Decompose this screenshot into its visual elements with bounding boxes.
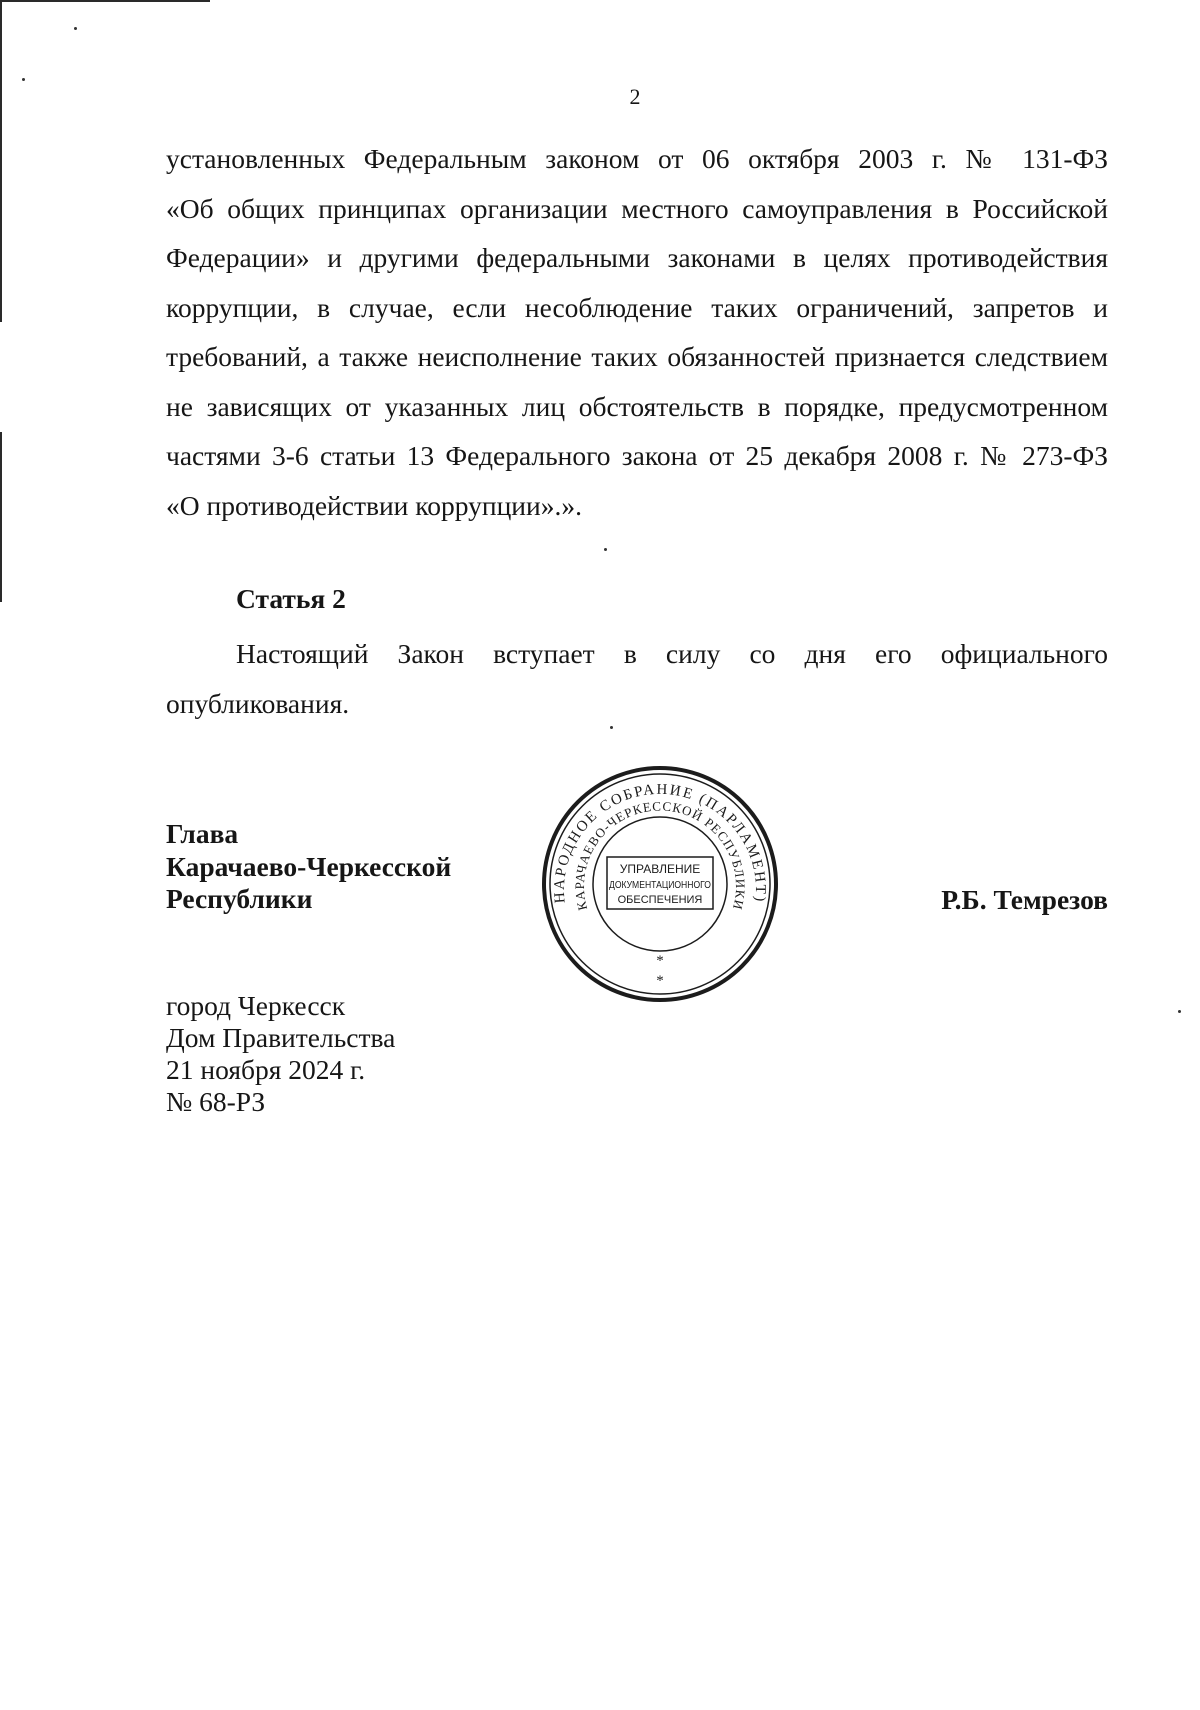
body-line: требований, а также неисполнение таких обязанностей признается следствием	[166, 341, 1108, 372]
official-seal	[541, 765, 779, 1003]
body-line: Федерации» и другими федеральными законами в целях противодействия	[166, 242, 1108, 273]
page-number: 2	[629, 84, 641, 109]
seal-outer-text: НАРОДНОЕ СОБРАНИЕ (ПАРЛАМЕНТ)	[551, 781, 769, 905]
signatory-title-line: Карачаево-Черкесской	[166, 850, 452, 882]
signatory-name: Р.Б. Темрезов	[941, 884, 1108, 915]
seal-star: *	[656, 973, 664, 989]
article-line: опубликования.	[166, 687, 350, 719]
body-line: «О противодействии коррупции».».	[166, 489, 582, 521]
seal-center-line: ОБЕСПЕЧЕНИЯ	[617, 894, 703, 906]
signatory-title-line: Глава	[166, 818, 239, 849]
scan-speck	[604, 548, 607, 551]
scan-speck	[22, 78, 25, 81]
seal-center-line: УПРАВЛЕНИЕ	[619, 862, 701, 876]
signatory-title	[166, 818, 451, 916]
article-text	[166, 629, 1108, 728]
law-number-line: № 68-РЗ	[166, 1086, 266, 1117]
body-line: частями 3-6 статьи 13 Федерального закона от 25 декабря 2008 г. № 273-ФЗ	[166, 440, 1108, 471]
article-heading: Статья 2	[236, 583, 346, 614]
body-line: коррупции, в случае, если несоблюдение таких ограничений, запретов и	[166, 291, 1108, 323]
scan-edge-left-lower	[0, 432, 2, 602]
body-line: «Об общих принципах организации местного самоуправления в Российской	[166, 192, 1108, 224]
article-line: Настоящий Закон вступает в силу со дня его официального	[236, 638, 1108, 669]
scan-edge-left	[0, 0, 2, 322]
body-line: установленных Федеральным законом от 06 октября 2003 г. № 131-ФЗ	[166, 143, 1108, 174]
place-and-date	[166, 990, 395, 1118]
city-line: город Черкесск	[166, 990, 346, 1021]
scan-speck	[74, 27, 77, 30]
seal-star: *	[656, 953, 664, 969]
building-line: Дом Правительства	[166, 1022, 396, 1053]
seal-inner-text: КАРАЧАЕВО-ЧЕРКЕССКОЙ РЕСПУБЛИКИ	[571, 798, 749, 912]
law-text-continuation	[166, 134, 1108, 530]
signatory-title-line: Республики	[166, 883, 313, 914]
date-line: 21 ноября 2024 г.	[166, 1054, 366, 1085]
body-line: не зависящих от указанных лиц обстоятельств в порядке, предусмотренном	[166, 390, 1108, 422]
seal-center-line: ДОКУМЕНТАЦИОННОГО	[609, 879, 711, 891]
scan-speck	[1178, 1010, 1181, 1013]
scan-edge-top	[0, 0, 210, 2]
